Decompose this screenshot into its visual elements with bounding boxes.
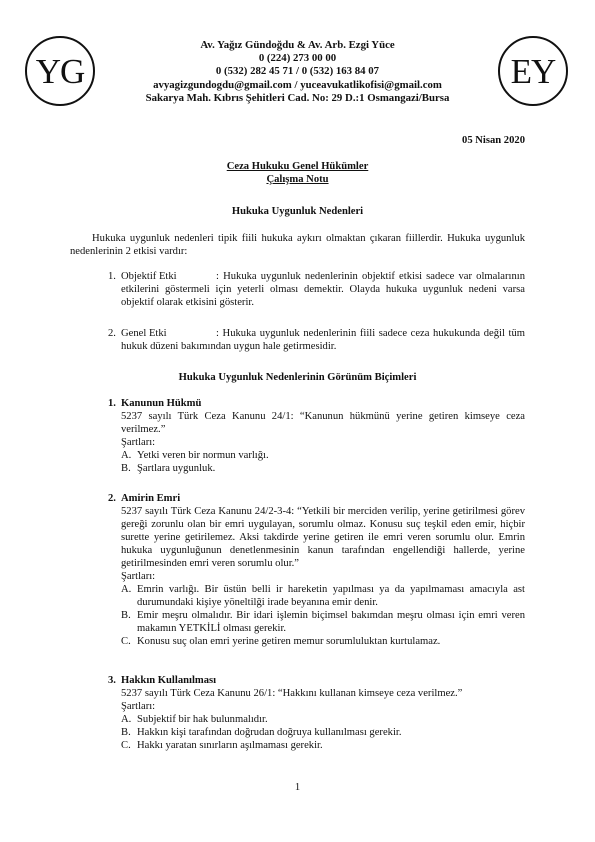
item-text: Konusu suç olan emri yerine getiren memur sorumluluktan kurtulamaz. — [137, 636, 441, 647]
item-text: Subjektif bir hak bulunmalıdır. — [137, 714, 268, 725]
list-item — [121, 609, 525, 635]
item-letter: C. — [121, 740, 131, 751]
item-text: Şartlara uygunluk. — [137, 463, 216, 474]
section-body: 5237 sayılı Türk Ceza Kanunu 26/1: “Hakkını kullanan kimseye ceza verilmez.” — [121, 688, 463, 699]
item-letter: A. — [121, 714, 132, 725]
logo-yg: YG — [25, 36, 95, 106]
section-number: 2. — [108, 493, 116, 504]
effect-term: Genel Etki — [121, 328, 167, 339]
document-title — [0, 160, 595, 186]
list-item — [121, 449, 525, 462]
item-text: Emrin varlığı. Bir üstün belli ir hareketin yapılması ya da yapılmaması amacıyla ast durumundaki kişiye yöneltilği irade beyanına emir denir. — [137, 584, 525, 608]
effect-text: : Hukuka uygunluk nedenlerinin fiili sadece ceza hukukunda değil tüm hukuk düzeni bakımından uygun hale getirmesidir. — [121, 328, 525, 352]
list-item — [121, 462, 525, 475]
item-letter: C. — [121, 636, 131, 647]
item-text: Yetki veren bir normun varlığı. — [137, 450, 269, 461]
office-address: Sakarya Mah. Kıbrıs Şehitleri Cad. No: 29 D.:1 Osmangazi/Bursa — [145, 91, 450, 104]
list-item — [121, 635, 525, 648]
section-body: 5237 sayılı Türk Ceza Kanunu 24/1: “Kanunun hükmünü yerine getiren kimseye ceza verilmez.” — [121, 411, 525, 435]
section-kanunun-hukmu — [70, 397, 525, 475]
document-date: 05 Nisan 2020 — [462, 135, 525, 146]
item-letter: A. — [121, 584, 132, 595]
conditions-list — [121, 713, 525, 752]
forms-heading: Hukuka Uygunluk Nedenlerinin Görünüm Biçimleri — [178, 372, 417, 383]
section-title — [70, 397, 525, 410]
effect-text: : Hukuka uygunluk nedenlerinin objektif etkisi sadece var olmalarının etkilerini göstermeli için yeterli olması demektir. Olayda hukuka uygunluk nedeni varsa objektif olarak etkisini gösterir. — [121, 271, 525, 308]
conditions-label: Şartları: — [121, 701, 156, 712]
section-number: 3. — [108, 675, 116, 686]
conditions-list — [121, 449, 525, 475]
item-letter: B. — [121, 463, 131, 474]
title-line-1: Ceza Hukuku Genel Hükümler — [226, 161, 369, 172]
section-title — [70, 674, 525, 687]
list-item — [121, 583, 525, 609]
list-item — [70, 270, 525, 309]
section-title-text: Kanunun Hükmü — [121, 398, 202, 409]
list-item — [121, 726, 525, 739]
phone-mobile: 0 (532) 282 45 71 / 0 (532) 163 84 07 — [215, 65, 380, 78]
section-body: 5237 sayılı Türk Ceza Kanunu 24/2-3-4: “Yetkili bir merciden verilip, yerine getirilmesi görev gereği zorunlu olan bir emri uygulayan, sorumlu olmaz. Konusu suç teşkil eden emir, hiçbir surette yerine getirilemez. Aksi takdirde yerine getiren ile emri veren sorumlu olur. Emrin hukuka uygunluğunun denetlenmesinin kanun tarafından engellendiği hallerde, yerine getirilmesinden emri veren sorumlu olur.” — [121, 506, 525, 569]
item-number: 2. — [108, 328, 116, 339]
email-addresses: avyagizgundogdu@gmail.com / yuceavukatlikofisi@gmail.com — [153, 78, 442, 91]
conditions-label: Şartları: — [121, 571, 156, 582]
item-number: 1. — [108, 271, 116, 282]
conditions-label: Şartları: — [121, 437, 156, 448]
item-letter: B. — [121, 610, 131, 621]
section-title — [70, 492, 525, 505]
item-text: Emir meşru olmalıdır. Bir idari işlemin biçimsel bakımdan meşru olması için emri veren makamın YETKİLİ olması gerekir. — [137, 610, 525, 634]
title-line-2: Çalışma Notu — [266, 174, 329, 185]
section-heading: Hukuka Uygunluk Nedenleri — [231, 206, 364, 217]
section-title-text: Hakkın Kullanılması — [121, 675, 217, 686]
item-text: Hakkı yaratan sınırların aşılmaması gerekir. — [137, 740, 323, 751]
item-text: Hakkın kişi tarafından doğrudan doğruya kullanılması gerekir. — [137, 727, 402, 738]
conditions-list — [121, 583, 525, 648]
section-number: 1. — [108, 398, 116, 409]
item-letter: A. — [121, 450, 132, 461]
item-letter: B. — [121, 727, 131, 738]
page-number: 1 — [294, 782, 301, 793]
section-amirin-emri — [70, 492, 525, 648]
section-hakkin-kullanilmasi — [70, 674, 525, 752]
section-title-text: Amirin Emri — [121, 493, 181, 504]
list-item — [121, 713, 525, 726]
lawyer-names: Av. Yağız Gündoğdu & Av. Arb. Ezgi Yüce — [200, 39, 395, 51]
effect-term: Objektif Etki — [121, 271, 177, 282]
letterhead — [100, 39, 495, 105]
list-item — [121, 739, 525, 752]
logo-ey: EY — [498, 36, 568, 106]
phone-office: 0 (224) 273 00 00 — [258, 52, 337, 65]
list-item — [70, 327, 525, 353]
intro-paragraph: Hukuka uygunluk nedenleri tipik fiili hukuka aykırı olmaktan çıkaran fiillerdir. Hukuka uygunluk nedenlerinin 2 etkisi vardır: — [70, 233, 525, 257]
